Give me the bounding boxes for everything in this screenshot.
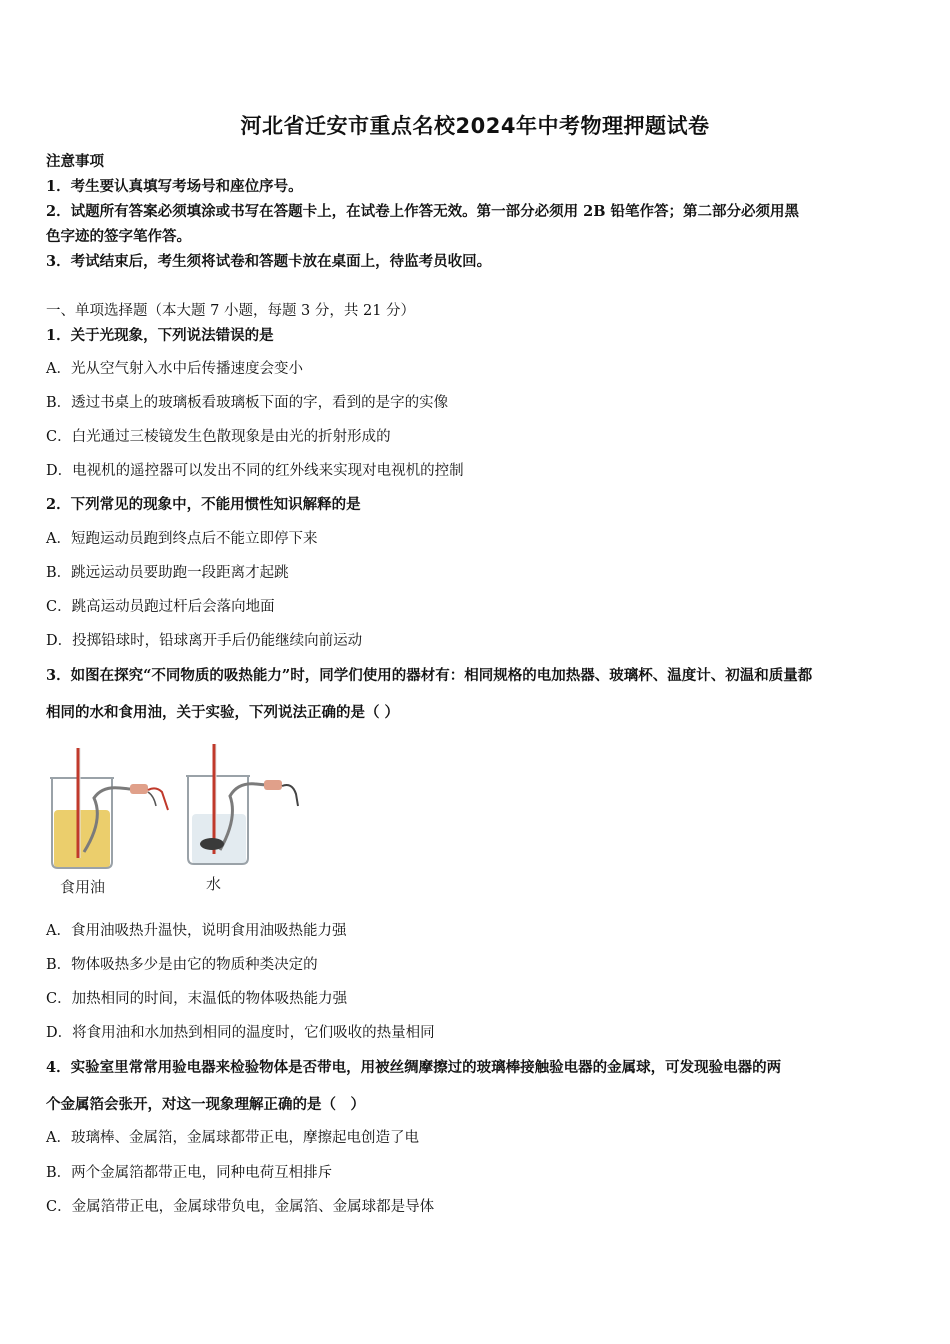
question-stem: 1．关于光现象，下列说法错误的是	[46, 327, 274, 344]
option-d: D．投掷铅球时，铅球离开手后仍能继续向前运动	[46, 633, 363, 649]
notice-item: 3．考试结束后，考生须将试卷和答题卡放在桌面上，待监考员收回。	[46, 253, 492, 270]
option-b: B．透过书桌上的玻璃板看玻璃板下面的字，看到的是字的实像	[46, 395, 449, 411]
option-a: A．食用油吸热升温快，说明食用油吸热能力强	[46, 923, 347, 939]
section-heading: 一、单项选择题（本大题 7 小题，每题 3 分，共 21 分）	[46, 303, 416, 319]
option-c: C．加热相同的时间，末温低的物体吸热能力强	[46, 991, 348, 1007]
water-caption: 水	[206, 875, 222, 893]
notice-item: 1．考生要认真填写考场号和座位序号。	[46, 178, 303, 195]
option-c: C．白光通过三棱镜发生色散现象是由光的折射形成的	[46, 429, 391, 445]
option-a: A．玻璃棒、金属箔，金属球都带正电，摩擦起电创造了电	[46, 1130, 419, 1146]
option-d: D．将食用油和水加热到相同的温度时，它们吸收的热量相同	[46, 1025, 435, 1041]
option-b: B．物体吸热多少是由它的物质种类决定的	[46, 957, 318, 973]
beaker-figure	[44, 740, 314, 900]
question-stem: 2．下列常见的现象中，不能用惯性知识解释的是	[46, 496, 361, 513]
option-a: A．短跑运动员跑到终点后不能立即停下来	[46, 531, 318, 547]
notice-heading: 注意事项	[46, 153, 104, 170]
option-b: B．两个金属箔都带正电，同种电荷互相排斥	[46, 1165, 333, 1181]
question-stem: 3．如图在探究“不同物质的吸热能力”时，同学们使用的器材有：相同规格的电加热器、玻璃杯、温度计、初温和质量都	[46, 667, 813, 684]
option-b: B．跳远运动员要助跑一段距离才起跳	[46, 565, 289, 581]
water-beaker	[186, 744, 298, 864]
option-d: D．电视机的遥控器可以发出不同的红外线来实现对电视机的控制	[46, 463, 464, 479]
notice-item: 2．试题所有答案必须填涂或书写在答题卡上，在试卷上作答无效。第一部分必须用 2B 铅笔作答；第二部分必须用黑	[46, 203, 800, 220]
question-stem-continued: 相同的水和食用油，关于实验，下列说法正确的是（ ）	[46, 704, 400, 721]
option-a: A．光从空气射入水中后传播速度会变小	[46, 361, 303, 377]
page-title: 河北省迁安市重点名校2024年中考物理押题试卷	[240, 114, 710, 138]
question-stem: 4．实验室里常常用验电器来检验物体是否带电，用被丝绸摩擦过的玻璃棒接触验电器的金属球，可发现验电器的两	[46, 1059, 782, 1076]
oil-caption: 食用油	[60, 878, 106, 896]
question-stem-continued: 个金属箔会张开，对这一现象理解正确的是（ ）	[46, 1096, 365, 1113]
option-c: C．跳高运动员跑过杆后会落向地面	[46, 599, 275, 615]
notice-item: 色字迹的签字笔作答。	[46, 228, 191, 245]
option-c: C．金属箔带正电，金属球带负电，金属箔、金属球都是导体	[46, 1199, 435, 1215]
oil-beaker	[50, 748, 168, 868]
